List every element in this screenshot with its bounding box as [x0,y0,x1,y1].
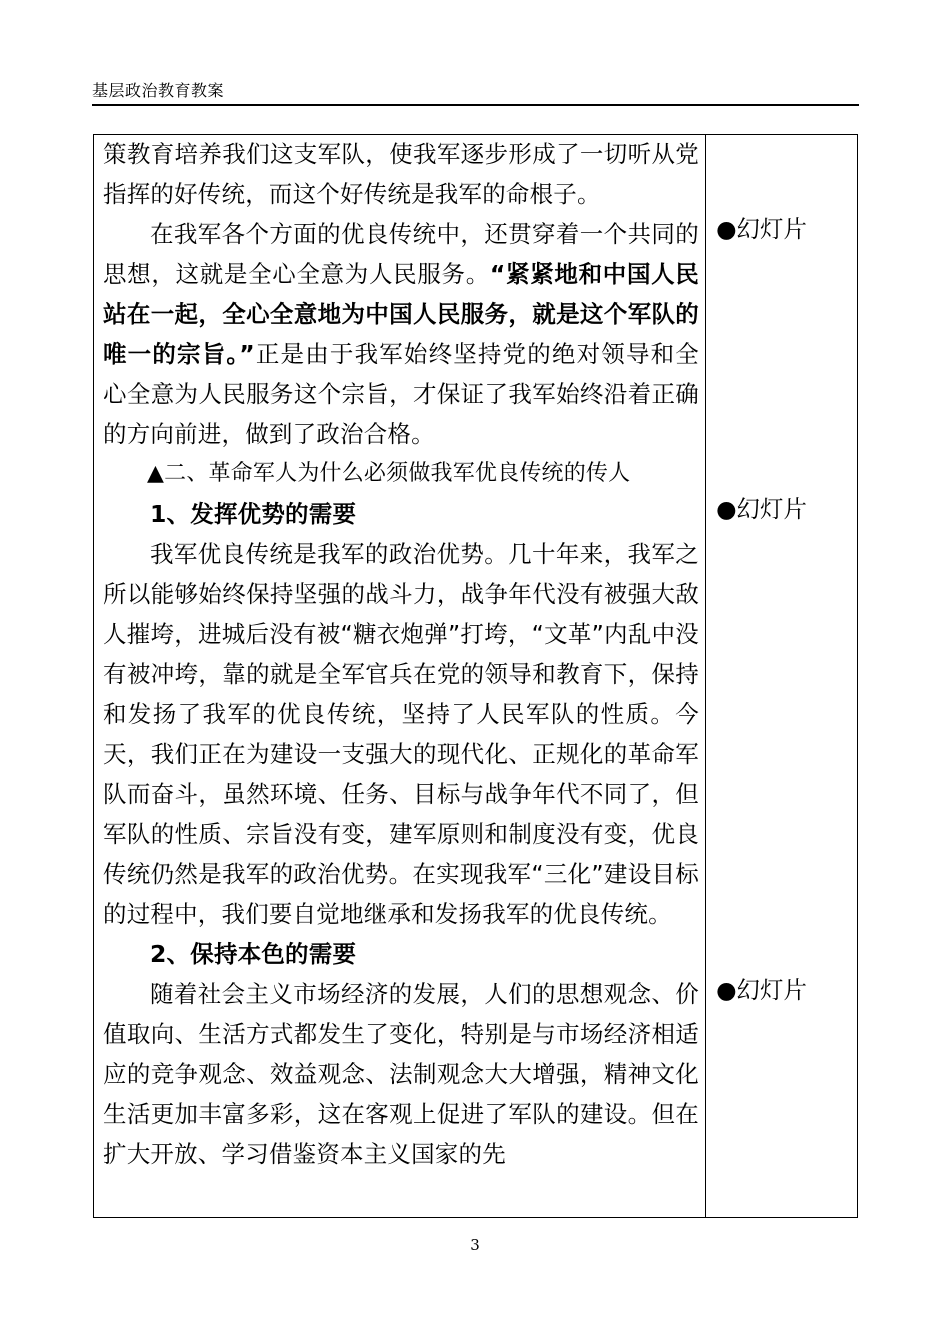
header-rule [92,104,859,106]
section-heading: ▲二、革命军人为什么必须做我军优良传统的传人 [147,461,631,486]
paragraph-3: 我军优良传统是我军的政治优势。几十年来，我军之所以能够始终保持坚强的战斗力，战争年代没有被强大敌人摧垮，进城后没有被“糖衣炮弹”打垮，“文革”内乱中没有被冲垮，靠的就是全军官兵在党的领导和教育下，保持和发扬了我军的优良传统，坚持了人民军队的性质。今天，我们正在为建设一支强大的现代化、正规化的革命军队而奋斗，虽然环境、任务、目标与战争年代不同了，但军队的性质、宗旨没有变，建军原则和制度没有变，优良传统仍然是我军的政治优势。在实现我军“三化”建设目标的过程中，我们要自觉地继承和发扬我军的优良传统。 [103,540,699,928]
side-note-slide-3: ●幻灯片 [716,976,808,1004]
side-note-slide-2: ●幻灯片 [716,495,808,523]
paragraph-2 [103,214,699,454]
paragraph-2-quote: “紧紧地和中国人民站在一起，全心全意地为中国人民服务，就是这个军队的唯一的宗旨。” [103,260,699,368]
side-note-slide-1: ●幻灯片 [716,215,808,243]
subheading-2: 2、保持本色的需要 [150,940,357,968]
page-header: 基层政治教育教案 [92,81,225,100]
paragraph-1: 策教育培养我们这支军队，使我军逐步形成了一切听从党指挥的好传统，而这个好传统是我军的命根子。 [103,140,699,208]
column-divider [705,134,706,1218]
paragraph-4: 随着社会主义市场经济的发展，人们的思想观念、价值取向、生活方式都发生了变化，特别是与市场经济相适应的竞争观念、效益观念、法制观念大大增强，精神文化生活更加丰富多彩，这在客观上促进了军队的建设。但在扩大开放、学习借鉴资本主义国家的先 [103,980,699,1168]
subheading-1: 1、发挥优势的需要 [150,500,357,528]
page-number: 3 [470,1236,480,1254]
lesson-content [103,134,699,1174]
paragraph-2-rest: 正是由于我军始终坚持党的绝对领导和全心全意为人民服务这个宗旨，才保证了我军始终沿着正确的方向前进，做到了政治合格。 [103,340,699,448]
paragraph-2-text: 在我军各个方面的优良传统中，还贯穿着一个共同的思想，这就是全心全意为人民服务。 [103,220,699,288]
